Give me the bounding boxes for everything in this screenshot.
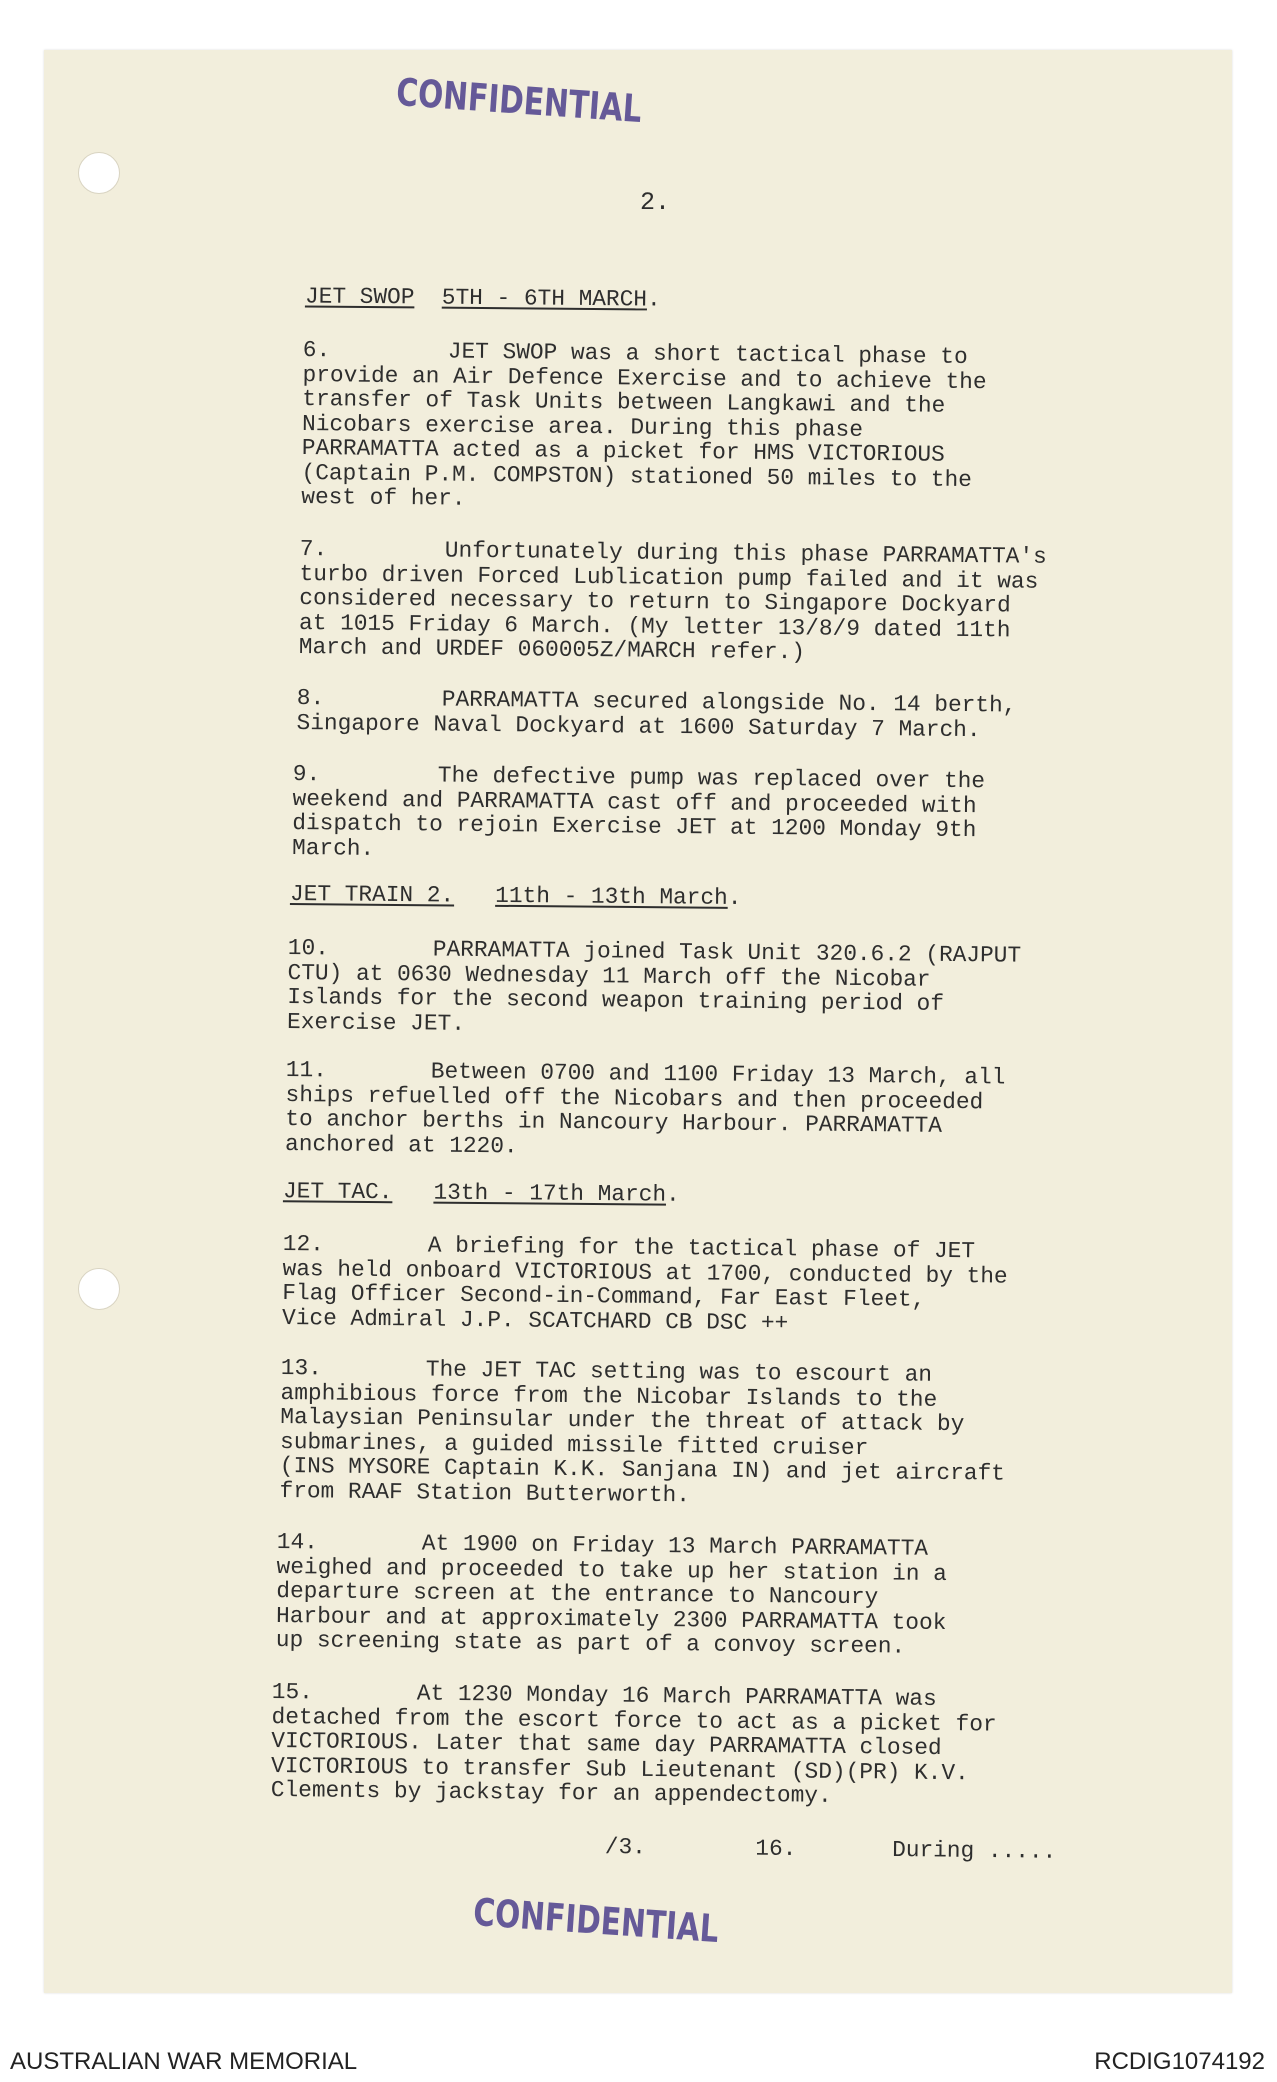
paragraph-14-text: At 1900 on Friday 13 March PARRAMATTA weighed and proceeded to take up her station in a departure screen at the entrance to Nancoury Harbour and at approximately 2300 PARRAMATTA took up screening state as part of a convoy screen. (275, 1530, 948, 1660)
punch-hole-bottom (78, 1268, 120, 1310)
confidential-stamp-top: CONFIDENTIAL (394, 70, 644, 132)
paragraph-number: 11. (285, 1057, 328, 1084)
paragraph-number: 12. (282, 1231, 325, 1258)
paragraph-7-text: Unfortunately during this phase PARRAMATTA's turbo driven Forced Lublication pump failed and it was considered necessary to return to Singapore Dockyard at 1015 Friday 6 March. (My letter 13/8/9 dated 11th March and URDEF 060005Z/MARCH refer.) (298, 537, 1047, 666)
paragraph-number: 14. (276, 1529, 319, 1556)
page-number: 2. (640, 188, 671, 217)
paragraph-9-text: The defective pump was replaced over the weekend and PARRAMATTA cast off and proceeded with dispatch to rejoin Exercise JET at 1200 Monday 9th March. (291, 762, 986, 862)
heading-dates: 11th - 13th March (495, 882, 728, 911)
punch-hole-top (78, 152, 120, 194)
paragraph-15-text: At 1230 Monday 16 March PARRAMATTA was detached from the escort force to act as a picket for VICTORIOUS. Later that same day PARRAMATTA closed VICTORIOUS to transfer Sub Lieutenant (SD)(PR) K.V. Clements by jackstay for an appendectomy. (270, 1680, 997, 1809)
heading-dates: 13th - 17th March (433, 1179, 667, 1208)
paragraph-number: 13. (280, 1355, 323, 1382)
paragraph-10-text: PARRAMATTA joined Task Unit 320.6.2 (RAJPUT CTU) at 0630 Wednesday 11 March off the Nicobar Islands for the second weapon training period of Exercise JET. (286, 936, 1022, 1037)
paragraph-13-text: The JET TAC setting was to escourt an amphibious force from the Nicobar Islands to the Malaysian Peninsular under the threat of attack by submarines, a guided missile fitted cruiser (INS MYSORE Captain K.K. Sanjana IN) and jet aircraft from RAAF Station Butterworth. (279, 1356, 1006, 1508)
paragraph-number: 15. (271, 1679, 314, 1706)
paragraph-number: 7. (299, 536, 328, 563)
paragraph-11-text: Between 0700 and 1100 Friday 13 March, all ships refuelled off the Nicobars and then proceeded to anchor berths in Nancoury Harbour. PARRAMATTA anchored at 1220. (284, 1058, 1006, 1159)
paragraph-number: 10. (287, 935, 330, 962)
heading-title: JET SWOP (304, 283, 415, 311)
heading-dates: 5TH - 6TH MARCH (441, 284, 648, 313)
paragraph-number: 8. (296, 685, 325, 712)
paragraph-number: 9. (292, 761, 321, 788)
heading-title: JET TAC. (282, 1178, 393, 1206)
heading-title: JET TRAIN 2. (289, 881, 455, 909)
paragraph-6-text: JET SWOP was a short tactical phase to provide an Air Defence Exercise and to achieve the transfer of Task Units between Langkawi and the Nicobars exercise area. During this phase PARRAMATTA acted as a picket for HMS VICTORIOUS (Captain P.M. COMPSTON) stationed 50 miles to the west of her. (301, 338, 987, 512)
section-heading-jet-tac: JET TAC. 13th - 17th March. (282, 1178, 680, 1208)
footer-record-id: RCDIG1074192 (1094, 2048, 1265, 2075)
confidential-stamp-bottom: CONFIDENTIAL (471, 1890, 721, 1952)
paragraph-8-text: PARRAMATTA secured alongside No. 14 berth, Singapore Naval Dockyard at 1600 Saturday 7 March. (296, 686, 1017, 743)
catchword: /3. 16. During ..... (604, 1834, 1057, 1865)
paragraph-number: 6. (302, 337, 331, 364)
paragraph-12-text: A briefing for the tactical phase of JET was held onboard VICTORIOUS at 1700, conducted by the Flag Officer Second-in-Command, Far East Fleet, Vice Admiral J.P. SCATCHARD CB DSC ++ (281, 1232, 1008, 1336)
footer-source: AUSTRALIAN WAR MEMORIAL (10, 2048, 358, 2075)
section-heading-jet-train: JET TRAIN 2. 11th - 13th March. (289, 881, 742, 911)
section-heading-jet-swop: JET SWOP 5TH - 6TH MARCH. (304, 283, 661, 313)
